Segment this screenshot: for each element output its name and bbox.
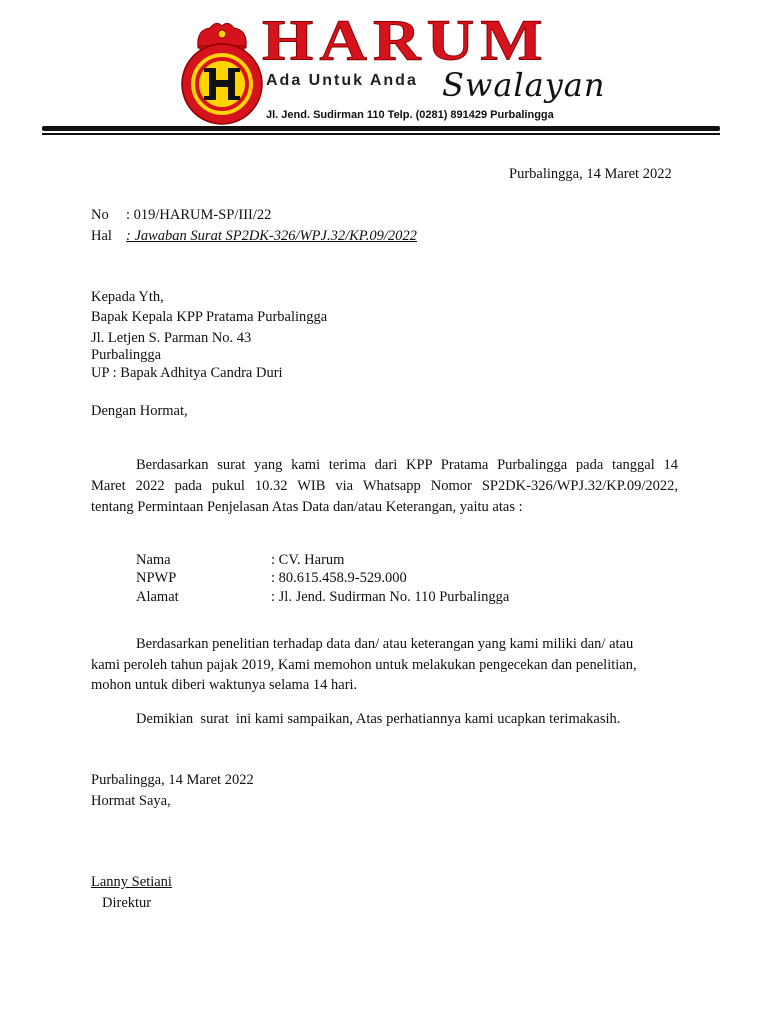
detail-value: : Jl. Jend. Sudirman No. 110 Purbalingga bbox=[271, 589, 510, 605]
no-label: No bbox=[91, 207, 109, 223]
paragraph-line: tentang Permintaan Penjelasan Atas Data dan/atau Keterangan, yaitu atas : bbox=[91, 499, 523, 515]
brand-tagline: Ada Untuk Anda bbox=[266, 72, 418, 89]
detail-label: Nama bbox=[136, 552, 171, 568]
header-rule-thick bbox=[42, 126, 720, 131]
recipient-line: UP : Bapak Adhitya Candra Duri bbox=[91, 365, 283, 381]
paragraph-line: kami peroleh tahun pajak 2019, Kami memohon untuk melakukan pengecekan dan penelitian, bbox=[91, 657, 637, 673]
detail-label: Alamat bbox=[136, 589, 179, 605]
closing-place-date: Purbalingga, 14 Maret 2022 bbox=[91, 772, 254, 788]
closing-regards: Hormat Saya, bbox=[91, 793, 171, 809]
date-line: Purbalingga, 14 Maret 2022 bbox=[509, 166, 672, 182]
brand-address: Jl. Jend. Sudirman 110 Telp. (0281) 891429 Purbalingga bbox=[266, 109, 554, 121]
detail-label: NPWP bbox=[136, 570, 177, 586]
brand-name: HARUM bbox=[262, 8, 549, 73]
paragraph-line: Maret 2022 pada pukul 10.32 WIB via Whatsapp Nomor SP2DK-326/WPJ.32/KP.09/2022, bbox=[91, 478, 678, 494]
paragraph-line: Berdasarkan surat yang kami terima dari KPP Pratama Purbalingga pada tanggal 14 bbox=[136, 457, 678, 473]
recipient-line: Jl. Letjen S. Parman No. 43 bbox=[91, 330, 252, 346]
hal-label: Hal bbox=[91, 228, 112, 244]
signer-title: Direktur bbox=[102, 895, 152, 911]
header-rule-thin bbox=[42, 133, 720, 135]
no-value: : 019/HARUM-SP/III/22 bbox=[126, 207, 272, 223]
paragraph-line: Berdasarkan penelitian terhadap data dan/ atau keterangan yang kami miliki dan/ atau bbox=[136, 636, 634, 652]
signer-name: Lanny Setiani bbox=[91, 874, 172, 890]
brand-script: Swalayan bbox=[442, 66, 606, 104]
paragraph-line: mohon untuk diberi waktunya selama 14 hari. bbox=[91, 677, 358, 693]
recipient-line: Bapak Kepala KPP Pratama Purbalingga bbox=[91, 309, 328, 325]
detail-value: : CV. Harum bbox=[271, 552, 345, 568]
hal-value: : Jawaban Surat SP2DK-326/WPJ.32/KP.09/2022 bbox=[126, 228, 417, 244]
detail-value: : 80.615.458.9-529.000 bbox=[271, 570, 407, 586]
recipient-line: Purbalingga bbox=[91, 347, 162, 363]
harum-logo-icon bbox=[176, 18, 268, 126]
salutation: Dengan Hormat, bbox=[91, 403, 188, 419]
recipient-line: Kepada Yth, bbox=[91, 289, 164, 305]
closing-paragraph: Demikian surat ini kami sampaikan, Atas perhatiannya kami ucapkan terimakasih. bbox=[136, 711, 621, 727]
